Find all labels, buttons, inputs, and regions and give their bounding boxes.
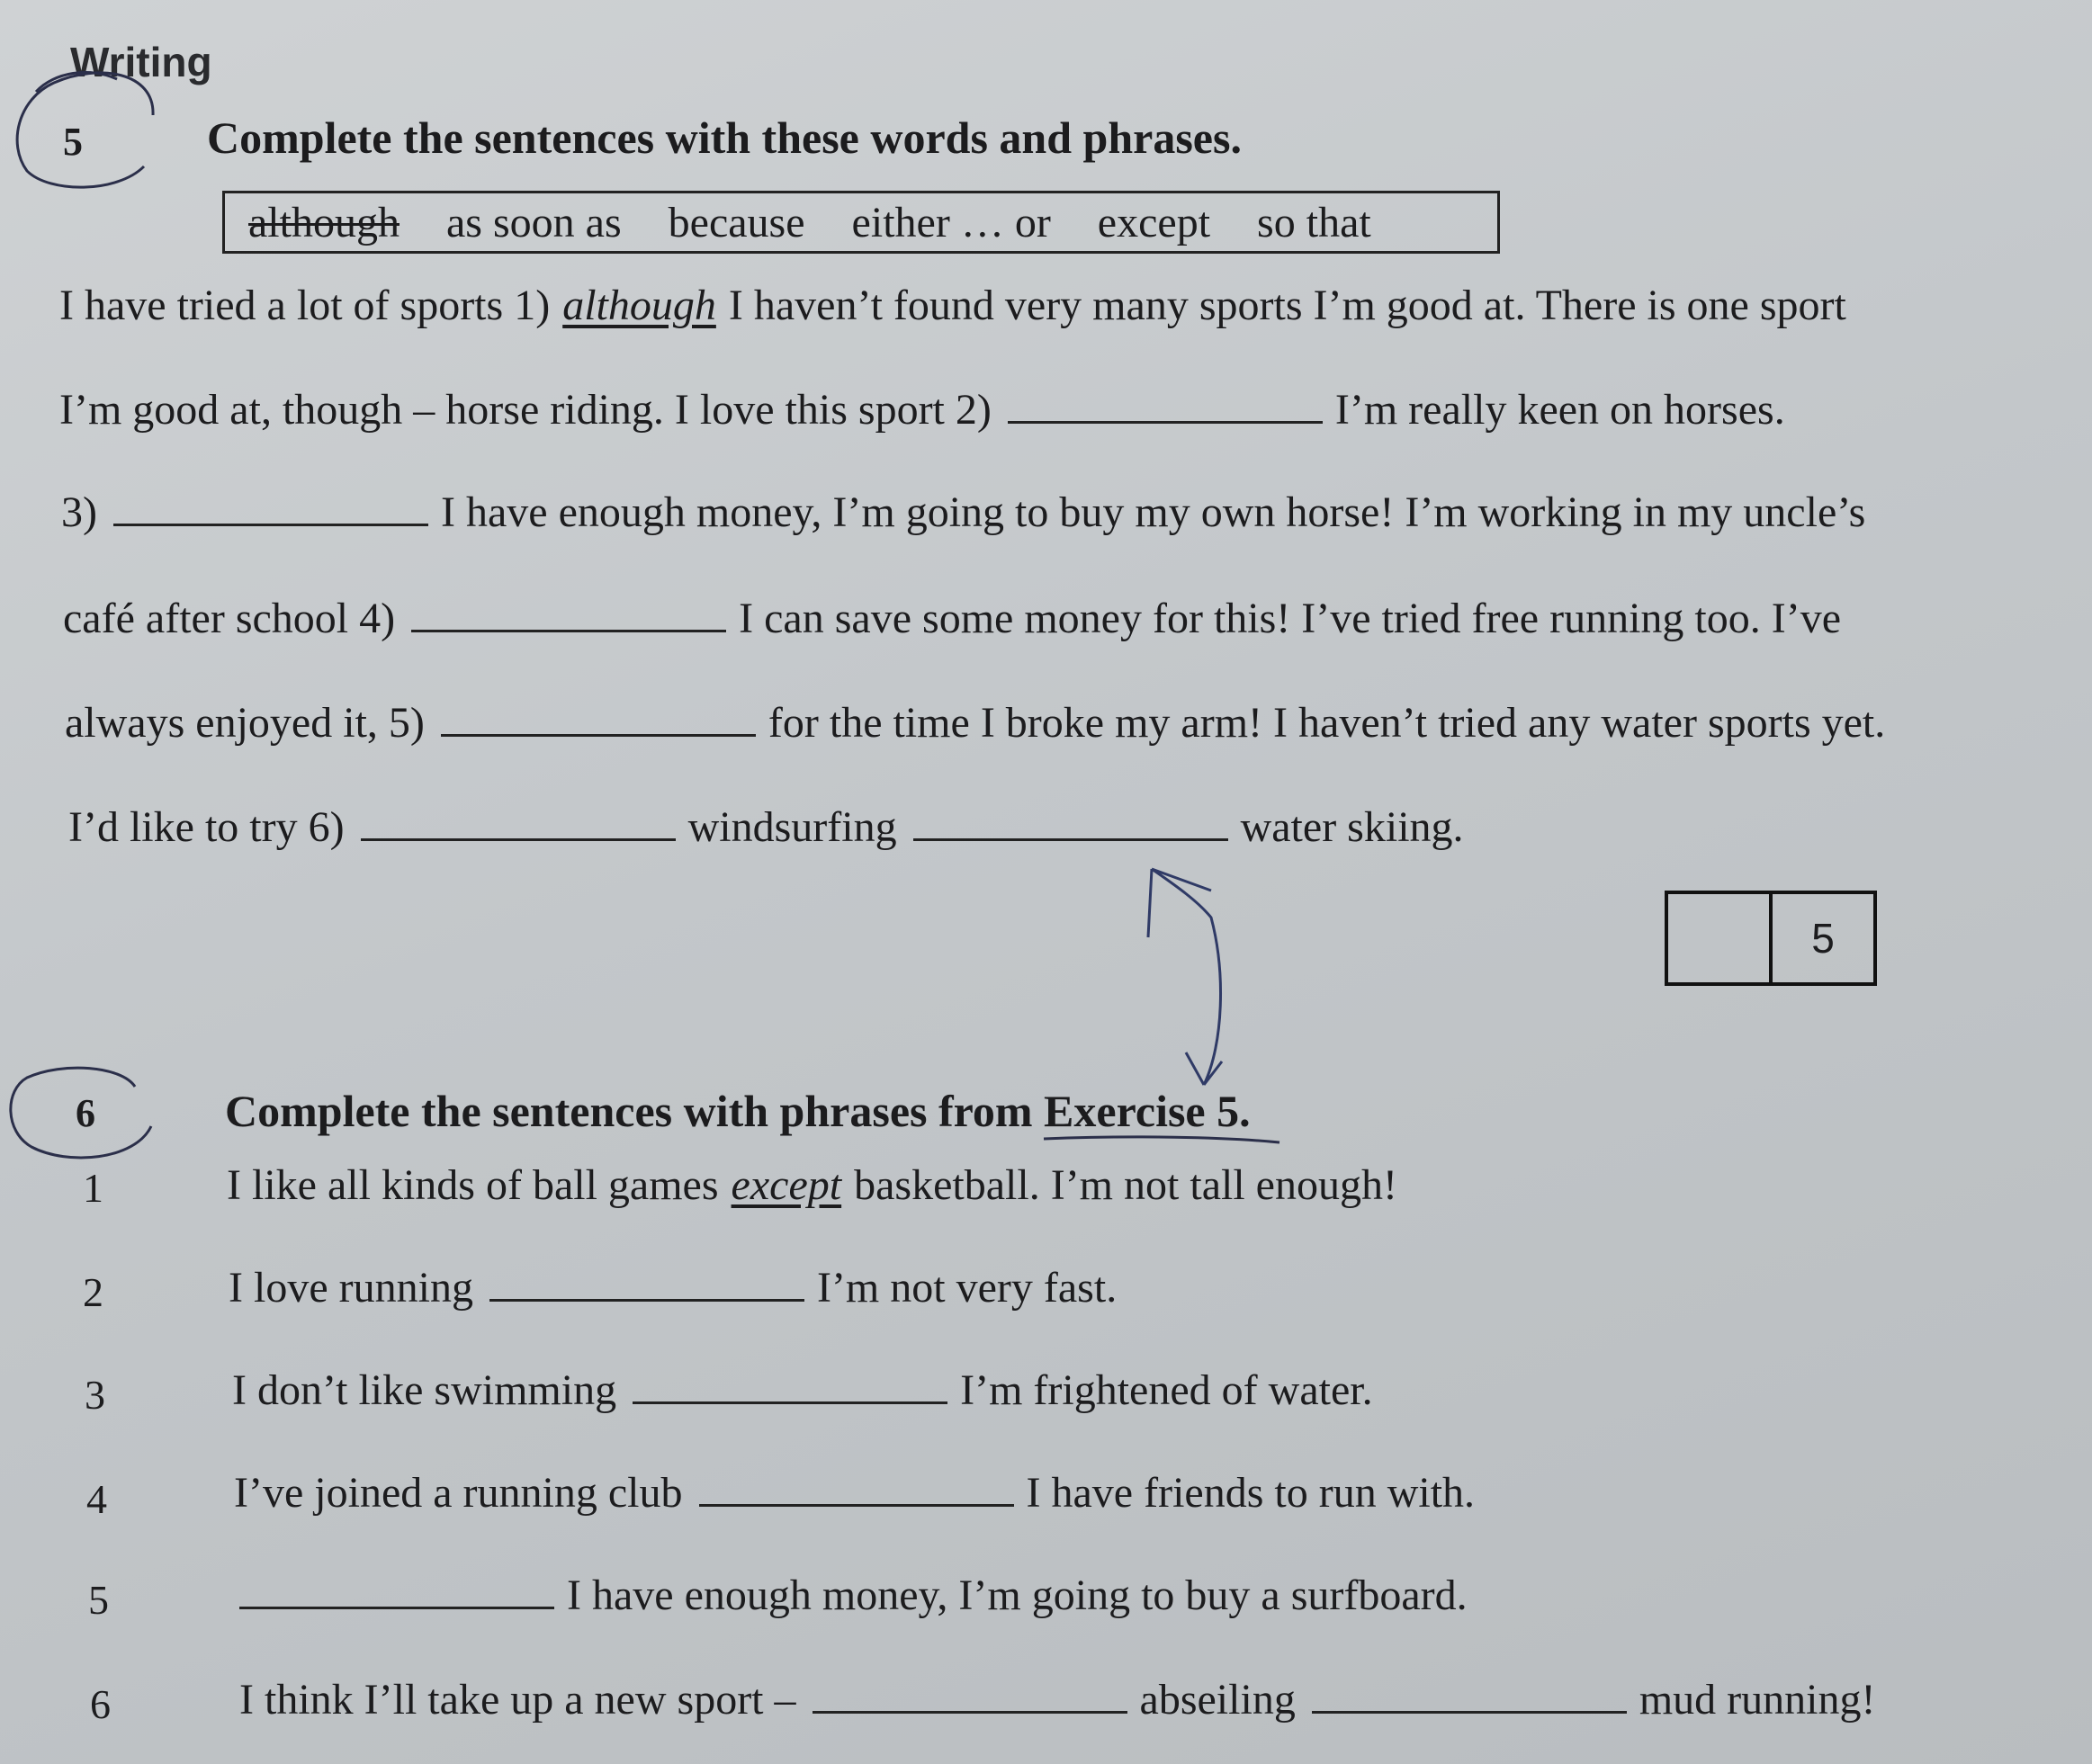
answer-blank[interactable] (913, 802, 1228, 841)
word-bank-item: as soon as (445, 198, 622, 246)
arrow-annotation (1148, 869, 1222, 1085)
answer-blank[interactable] (489, 1263, 804, 1302)
line-text: I’ve joined a running club (234, 1469, 683, 1517)
line-text: I don’t like swimming (232, 1366, 617, 1414)
word-bank (222, 191, 1500, 254)
line-text: I have enough money, I’m going to buy my own horse! I’m working in my uncle’s (440, 488, 1866, 536)
line-text: abseiling (1139, 1676, 1296, 1724)
exercise-5-instruction: Complete the sentences with these words and phrases. (207, 112, 1242, 163)
exercise-5-number: 5 (63, 120, 83, 164)
passage-line-4 (63, 594, 1854, 643)
line-text: always enjoyed it, 5) (65, 699, 425, 747)
answer-blank[interactable] (699, 1468, 1014, 1507)
exercise-6-instruction: Complete the sentences with phrases from Exercise 5. (225, 1086, 1251, 1136)
answer-blank[interactable] (813, 1675, 1127, 1714)
answer-blank[interactable] (441, 698, 756, 737)
line-text: I have friends to run with. (1026, 1469, 1476, 1517)
line-text: I love running (229, 1264, 473, 1312)
line-text: I’d like to try 6) (68, 803, 345, 851)
answer-blank[interactable] (1312, 1675, 1627, 1714)
line-text: I’m good at, though – horse riding. I love this sport 2) (59, 386, 992, 434)
answer-blank[interactable] (239, 1571, 554, 1609)
line-text: 3) (61, 488, 97, 536)
line-text: I think I’ll take up a new sport – (239, 1676, 796, 1724)
exercise-6-item-2 (229, 1263, 1129, 1312)
line-text: I’m frightened of water. (960, 1366, 1373, 1414)
answer-blank[interactable] (361, 802, 676, 841)
item-number: 1 (83, 1165, 103, 1211)
passage-line-6 (68, 802, 1477, 852)
line-text: I haven’t found very many sports I’m good at. There is one sport (728, 282, 1846, 329)
item-number: 4 (86, 1476, 107, 1522)
line-text: I have enough money, I’m going to buy a surfboard. (567, 1571, 1468, 1619)
line-text: I like all kinds of ball games (227, 1161, 719, 1209)
circle-annotation (17, 73, 153, 187)
exercise-6-item-1 (227, 1160, 1410, 1210)
answer-blank[interactable] (411, 594, 726, 632)
underline-annotation (1044, 1137, 1279, 1142)
answer-blank[interactable] (113, 488, 428, 526)
score-total-cell: 5 (1769, 894, 1873, 982)
line-text: windsurfing (687, 803, 897, 851)
word-bank-item: so that (1257, 198, 1371, 246)
line-text: I can save some money for this! I’ve tried free running too. I’ve (739, 595, 1842, 642)
answer-blank[interactable] (633, 1366, 947, 1404)
passage-line-3 (61, 488, 1878, 537)
line-text: water skiing. (1240, 803, 1464, 851)
word-bank-item: either … or (851, 198, 1051, 246)
line-text: basketball. I’m not tall enough! (854, 1161, 1397, 1209)
line-text: mud running! (1639, 1676, 1876, 1724)
item-number: 6 (90, 1681, 111, 1727)
handwritten-answer: except (731, 1161, 842, 1209)
item-number: 5 (88, 1577, 109, 1623)
passage-line-1 (59, 281, 1859, 330)
line-text: I have tried a lot of sports 1) (59, 282, 551, 329)
word-bank-item: because (668, 198, 805, 246)
passage-line-5 (65, 698, 1898, 748)
passage-line-2 (59, 385, 1798, 434)
word-bank-item: except (1097, 198, 1211, 246)
exercise-6-item-4 (234, 1468, 1487, 1518)
score-box (1665, 891, 1877, 986)
section-heading: Writing (70, 39, 212, 85)
handwritten-answer: although (562, 282, 716, 329)
exercise-6-item-3 (232, 1366, 1386, 1415)
word-bank-item: although (248, 198, 400, 246)
item-number: 3 (85, 1372, 105, 1418)
answer-blank[interactable] (1008, 385, 1323, 424)
exercise-6-item-5 (236, 1571, 1480, 1620)
score-earned-cell[interactable] (1668, 894, 1769, 982)
exercise-6-item-6 (239, 1675, 1888, 1724)
item-number: 2 (83, 1269, 103, 1315)
line-text: I’m not very fast. (816, 1264, 1118, 1312)
line-text: for the time I broke my arm! I haven’t tried any water sports yet. (768, 699, 1886, 747)
exercise-6-number: 6 (76, 1091, 95, 1135)
line-text: café after school 4) (63, 595, 396, 642)
line-text: I’m really keen on horses. (1334, 386, 1785, 434)
